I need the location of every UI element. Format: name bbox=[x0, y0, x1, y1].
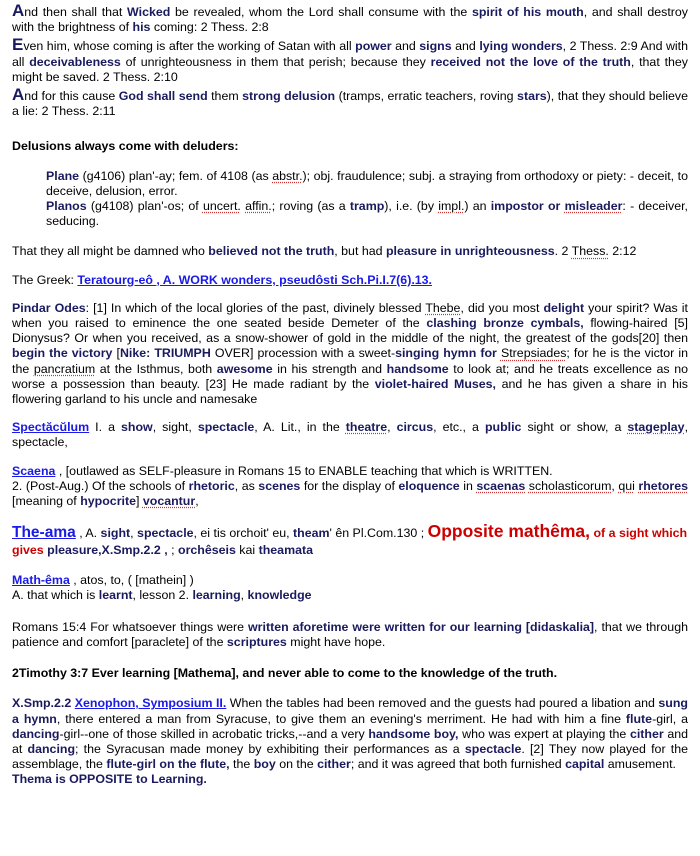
opposite-mathema: Opposite mathêma, bbox=[427, 521, 591, 542]
xenophon-link[interactable]: Xenophon, Symposium II. bbox=[74, 696, 227, 711]
drop-cap: E bbox=[12, 35, 24, 55]
drop-cap: A bbox=[12, 85, 25, 105]
definition-plane: Plane (g4106) plan'-ay; fem. of 4108 (as abstr.); obj. fraudulence; subj. a straying from orthodoxy or piety: - deceit, to deceive, delusion, error. bbox=[46, 168, 688, 198]
entry-spectaculum: Spectăcŭlum I. a show, sight, spectacle, A. Lit., in the theatre, circus, etc., a public sight or show, a stageplay, spectacle, bbox=[12, 420, 689, 450]
entry-mathema: Math-êma , atos, to, ( [mathein] ) A. that which is learnt, lesson 2. learning, knowledge bbox=[12, 573, 312, 603]
greek-line: The Greek: Teratourg-eô , A. WORK wonders, pseudôsti Sch.Pi.I.7(6).13. bbox=[12, 272, 432, 287]
spectaculum-link[interactable]: Spectăcŭlum bbox=[12, 420, 90, 435]
paragraph-romans: Romans 15:4 For whatsoever things were written aforetime were written for our learning [didaskalia], that we through patience and comfort [paraclete] of the scriptures might have hope. bbox=[12, 619, 688, 649]
paragraph-thess-2-12: That they all might be damned who believed not the truth, but had pleasure in unrighteousness. 2 Thess. 2:12 bbox=[12, 244, 637, 259]
paragraph-xenophon: X.Smp.2.2 Xenophon, Symposium II. When the tables had been removed and the guests had poured a libation and sung a hymn, there entered a man from Syracuse, to give them an evening's merriment. He had with him a fine flute-girl, a dancing-girl--one of those skilled in acrobatic tricks,--and a very handsome boy, who was expert at playing the cither and at dancing; the Syracusan made money by exhibiting their performances as a spectacle. [2] They now played for the assemblage, the flute-girl on the flute, the boy on the cither; and it was agreed that both furnished capital amusement. Thema is OPPOSITE to Learning. bbox=[12, 696, 688, 787]
theama-link[interactable]: The-ama bbox=[12, 524, 76, 542]
paragraph-thess-2-11: And for this cause God shall send them strong delusion (tramps, erratic teachers, roving stars), that they should believe a lie: 2 Thess. 2:11 bbox=[12, 85, 688, 119]
paragraph-timothy: 2Timothy 3:7 Ever learning [Mathema], and never able to come to the knowledge of the truth. bbox=[12, 666, 558, 681]
drop-cap: A bbox=[12, 1, 25, 20]
thema-opposite-learning: Thema is OPPOSITE to Learning. bbox=[12, 772, 207, 787]
definition-planos: Planos (g4108) plan'-os; of uncert. affin.; roving (as a tramp), i.e. (by impl.) an impostor or misleader: - deceiver, seducing. bbox=[46, 199, 688, 229]
mathema-link[interactable]: Math-êma bbox=[12, 573, 70, 588]
paragraph-pindar: Pindar Odes: [1] In which of the local glories of the past, divinely blessed Thebe, did you most delight your spirit? Was it when you raised to eminence the one seated beside Demeter of the clashing bronze cymbals, flowing-haired [5] Dionysus? Or when you received, as a snow-shower of gold in the middle of the night, the greatest of the gods[20] then begin the victory [Nike: TRIUMPH OVER] procession with a sweet-singing hymn for Strepsiades; for he is the victor in the pancratium at the Isthmus, both awesome in his strength and handsome to look at; and he treats excellence as no worse a possession than beauty. [23] He made radiant by the violet-haired Muses, and he has given a share in his flowering garland to his uncle and namesake bbox=[12, 300, 688, 407]
definitions-block bbox=[12, 169, 688, 230]
entry-scaena: Scaena , [outlawed as SELF-pleasure in Romans 15 to ENABLE teaching that which is WRITTEN. 2. (Post-Aug.) Of the schools of rhetoric, as scenes for the display of eloquence in scaenas scholasticorum, qui rhetores [meaning of hypocrite] vocantur, bbox=[12, 463, 688, 509]
scaena-link[interactable]: Scaena bbox=[12, 463, 56, 478]
teratourg-link[interactable]: Teratourg-eô , A. WORK wonders, pseudôsti Sch.Pi.I.7(6).13. bbox=[77, 272, 432, 287]
delusions-heading: Delusions always come with deluders: bbox=[12, 139, 239, 154]
entry-thema: The-ama , A. sight, spectacle, ei tis orchoit' eu, theam' ên Pl.Com.130 ; Opposite mathêma, of a sight which gives pleasure,X.Smp.2.2 , ; orchêseis kai theamata bbox=[12, 521, 688, 558]
paragraph-thess-2-9: Even him, whose coming is after the working of Satan with all power and signs and lying wonders, 2 Thess. 2:9 And with all deceivableness of unrighteousness in them that perish; because they received not the love of the truth, that they might be saved. 2 Thess. 2:10 bbox=[12, 35, 689, 84]
paragraph-thess-2-8: And then shall that Wicked be revealed, whom the Lord shall consume with the spirit of his mouth, and shall destroy with the brightness of his coming: 2 Thess. 2:8 bbox=[12, 1, 688, 35]
